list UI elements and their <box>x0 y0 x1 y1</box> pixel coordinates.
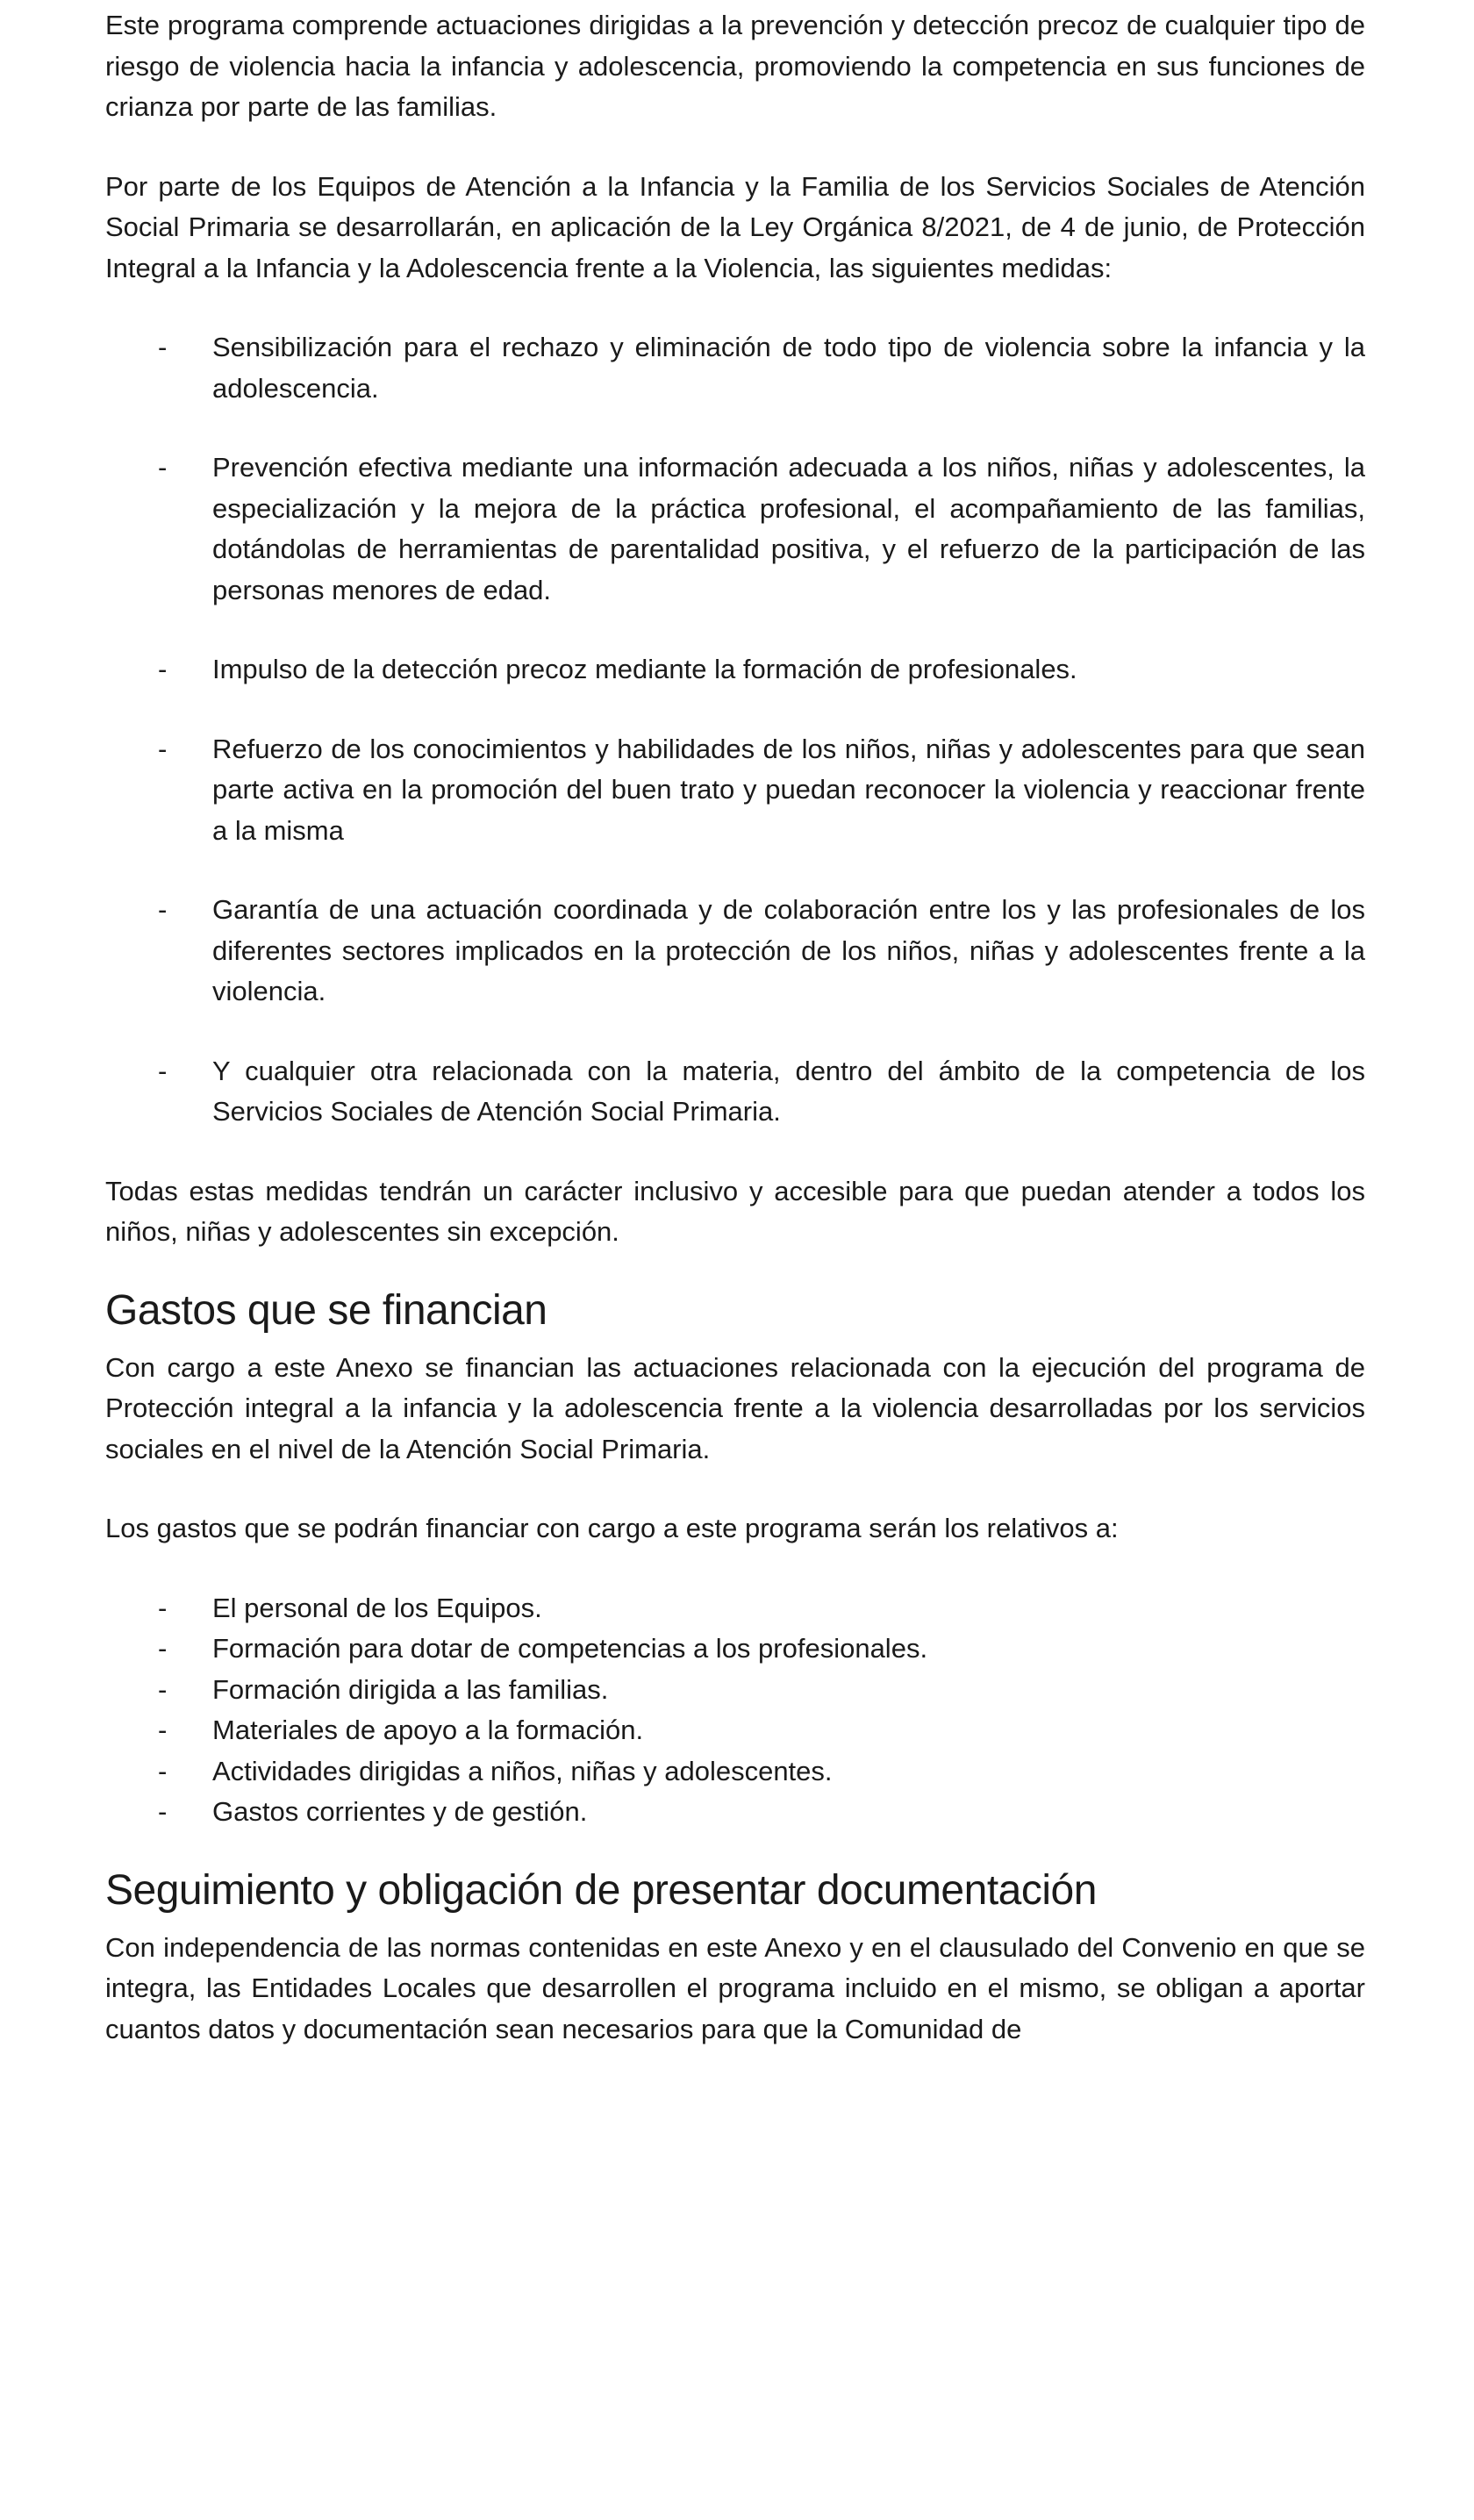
intro-paragraph: Este programa comprende actuaciones dirigidas a la prevención y detección precoz de cualquier tipo de riesgo de violencia hacia la infancia y adolescencia, promoviendo la competencia en sus funciones de crianza por parte de las familias. <box>105 10 1365 122</box>
document-page <box>105 5 1365 2050</box>
list-item-text: El personal de los Equipos. <box>212 1592 542 1623</box>
list-item-text: Formación dirigida a las familias. <box>212 1673 609 1705</box>
list-item <box>105 1629 1365 1670</box>
list-item-text: Refuerzo de los conocimientos y habilidades de los niños, niñas y adolescentes para que sean parte activa en la promoción del buen trato y puedan reconocer la violencia y reaccionar frente a la misma <box>212 733 1365 846</box>
bullet-dash: - <box>158 1796 168 1827</box>
list-item-text: Garantía de una actuación coordinada y de colaboración entre los y las profesionales de los diferentes sectores implicados en la protección de los niños, niñas y adolescentes frente a la violencia. <box>212 894 1365 1006</box>
list-item-text: Impulso de la detección precoz mediante la formación de profesionales. <box>212 654 1077 684</box>
measures-list <box>105 327 1365 1133</box>
list-item <box>105 327 1365 409</box>
gastos-list-intro: Los gastos que se podrán financiar con cargo a este programa serán los relativos a: <box>105 1513 1119 1543</box>
list-item <box>105 1751 1365 1793</box>
list-item <box>105 1710 1365 1751</box>
bullet-dash: - <box>158 1673 168 1705</box>
section-heading-gastos: Gastos que se financian <box>105 1286 547 1334</box>
bullet-dash: - <box>158 452 168 483</box>
list-item-text: Sensibilización para el rechazo y eliminación de todo tipo de violencia sobre la infancia y la adolescencia. <box>212 332 1365 404</box>
list-item-text: Materiales de apoyo a la formación. <box>212 1715 644 1745</box>
bullet-dash: - <box>158 1755 168 1786</box>
measures-closing-paragraph: Todas estas medidas tendrán un carácter inclusivo y accesible para que puedan atender a todos los niños, niñas y adolescentes sin excepción. <box>105 1175 1365 1247</box>
list-item <box>105 1670 1365 1711</box>
list-item <box>105 729 1365 852</box>
bullet-dash: - <box>158 332 168 362</box>
bullet-dash: - <box>158 1633 168 1664</box>
list-item <box>105 1792 1365 1833</box>
list-item-text: Prevención efectiva mediante una información adecuada a los niños, niñas y adolescentes, la especialización y la mejora de la práctica profesional, el acompañamiento de las familias, dotándolas de herramientas de parentalidad positiva, y el refuerzo de la participación de las personas menores de edad. <box>212 452 1365 605</box>
gastos-list <box>105 1588 1365 1833</box>
list-item <box>105 649 1365 691</box>
list-item <box>105 1588 1365 1629</box>
list-item-text: Y cualquier otra relacionada con la materia, dentro del ámbito de la competencia de los Servicios Sociales de Atención Social Primaria. <box>212 1055 1365 1127</box>
list-item <box>105 447 1365 611</box>
bullet-dash: - <box>158 654 168 684</box>
seguimiento-paragraph: Con independencia de las normas contenidas en este Anexo y en el clausulado del Convenio en que se integra, las Entidades Locales que desarrollen el programa incluido en el mismo, se obligan a aportar cuantos datos y documentación sean necesarios para que la Comunidad de <box>105 1931 1365 2044</box>
list-item-text: Actividades dirigidas a niños, niñas y adolescentes. <box>212 1755 833 1786</box>
list-item-text: Gastos corrientes y de gestión. <box>212 1796 588 1827</box>
bullet-dash: - <box>158 1592 168 1623</box>
list-item <box>105 1051 1365 1133</box>
bullet-dash: - <box>158 1055 168 1086</box>
list-item <box>105 890 1365 1013</box>
section-heading-seguimiento: Seguimiento y obligación de presentar documentación <box>105 1866 1097 1914</box>
bullet-dash: - <box>158 894 168 925</box>
gastos-paragraph: Con cargo a este Anexo se financian las actuaciones relacionada con la ejecución del programa de Protección integral a la infancia y la adolescencia frente a la violencia desarrolladas por los servicios sociales en el nivel de la Atención Social Primaria. <box>105 1351 1365 1464</box>
bullet-dash: - <box>158 1715 168 1745</box>
bullet-dash: - <box>158 733 168 764</box>
measures-intro-paragraph: Por parte de los Equipos de Atención a la Infancia y la Familia de los Servicios Sociales de Atención Social Primaria se desarrollarán, en aplicación de la Ley Orgánica 8/2021, de 4 de junio, de Protección Integral a la Infancia y la Adolescencia frente a la Violencia, las siguientes medidas: <box>105 170 1365 283</box>
list-item-text: Formación para dotar de competencias a los profesionales. <box>212 1633 928 1664</box>
